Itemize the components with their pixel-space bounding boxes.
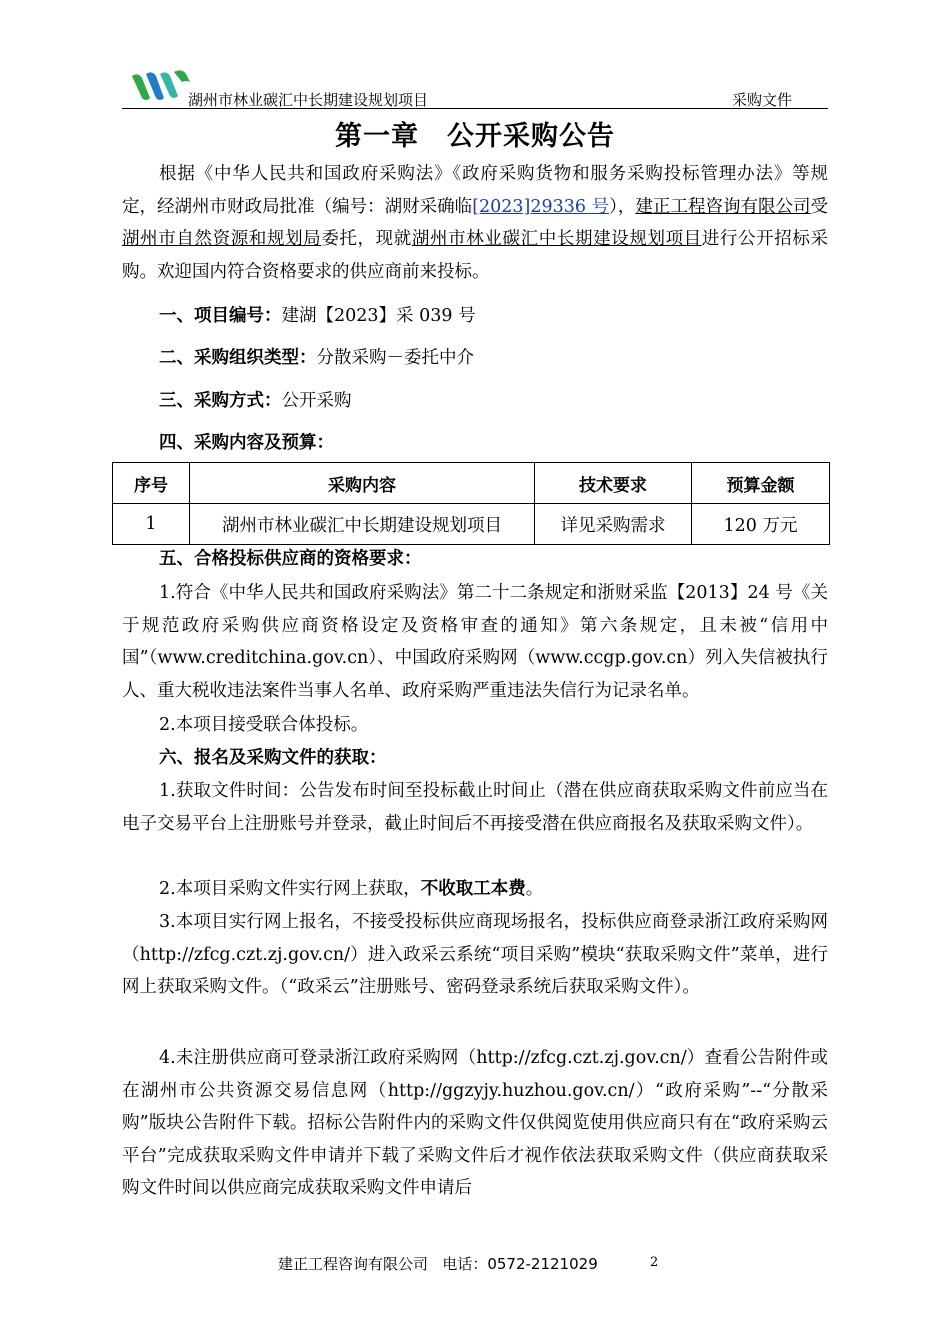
chapter-heading: 公开采购公告 [447, 121, 615, 152]
section-registration [159, 742, 387, 774]
table-cell: 120 万元 [692, 504, 830, 545]
section-label: 二、采购组织类型： [159, 348, 317, 368]
intro-text: 委托，现就 [321, 229, 412, 249]
page-header [122, 68, 828, 109]
footer-phone-label: 电话： [442, 1255, 488, 1273]
footer-phone: 0572-2121029 [487, 1255, 598, 1273]
section-method [159, 385, 352, 417]
registration-paragraph-1: 1.获取文件时间：公告发布时间至投标截止时间止（潜在供应商获取采购文件前应当在电子交易平台上注册账号并登录，截止时间后不再接受潜在供应商报名及获取采购文件）。 [122, 781, 828, 834]
table-header: 序号 [113, 463, 190, 504]
table-header: 采购内容 [190, 463, 535, 504]
table-header: 预算金额 [692, 463, 830, 504]
footer-contact [278, 1253, 598, 1274]
agent-name: 建正工程咨询有限公司 [635, 196, 811, 217]
table-cell: 湖州市林业碳汇中长期建设规划项目 [190, 504, 535, 545]
section-label: 一、项目编号： [159, 306, 282, 326]
section-label: 四、采购内容及预算： [159, 433, 334, 453]
header-doc-type: 采购文件 [731, 91, 792, 109]
registration-paragraph-3: 3.本项目实行网上报名，不接受投标供应商现场报名，投标供应商登录浙江政府采购网（http://zfcg.czt.zj.gov.cn/）进入政采云系统“项目采购”模块“获取采购文件”菜单，进行网上获取采购文件。（“政采云”注册账号、密码登录系统后获取采购文件）。 [122, 912, 828, 997]
intro-paragraph [122, 158, 828, 288]
qualification-paragraph-1: 1.符合《中华人民共和国政府采购法》第二十二条规定和浙财采监【2013】24 号《关于规范政府采购供应商资格设定及资格审查的通知》第六条规定，且未被“信用中国”（www.creditchina.gov.cn）、中国政府采购网（www.ccgp.gov.cn）列入失信被执行人、重大税收违法案件当事人名单、政府采购严重违法失信行为记录名单。 [122, 583, 828, 701]
intro-text: 进行公开招标采购。欢迎国内符合资格要求的供应商前来投标。 [122, 229, 829, 282]
chapter-number: 第一章 [335, 121, 419, 152]
registration-paragraph-4: 4.未注册供应商可登录浙江政府采购网（http://zfcg.czt.zj.gov.cn/）查看公告附件或在湖州市公共资源交易信息网（http://ggzyjy.huzhou.gov.cn/）“政府采购”--“分散采购”版块公告附件下载。招标公告附件内的采购文件仅供阅览使用供应商只有在“政府采购云平台”完成获取采购文件申请并下载了采购文件后才视作依法获取采购文件（供应商获取采购文件时间以供应商完成获取采购文件申请后 [122, 1048, 828, 1198]
paragraph-emphasis: 不收取工本费 [420, 879, 526, 899]
purchaser-name: 湖州市自然资源和规划局 [122, 229, 322, 249]
chapter-title [0, 114, 950, 153]
section-label: 六、报名及采购文件的获取： [159, 748, 387, 768]
table-cell: 1 [113, 504, 190, 545]
page-number: 2 [650, 1255, 659, 1270]
section-label: 三、采购方式： [159, 391, 282, 411]
qualification-paragraph-2: 2.本项目接受联合体投标。 [159, 715, 369, 735]
intro-text: 受 [810, 196, 829, 217]
company-logo-icon [128, 68, 192, 104]
table-cell: 详见采购需求 [535, 504, 692, 545]
approval-number-link[interactable]: [2023]29336 号 [472, 196, 610, 217]
paragraph-text: 2.本项目采购文件实行网上获取， [159, 879, 421, 899]
intro-text: 根据《中华人民共和国政府采购法》《政府采购货物和服务采购投标管理办法》等规定，经湖州市财政局批准（编号：湖财采确临 [122, 164, 828, 217]
table-header: 技术要求 [535, 463, 692, 504]
intro-text: ）， [609, 196, 636, 217]
section-label: 五、合格投标供应商的资格要求： [159, 549, 422, 569]
section-value: 公开采购 [281, 391, 352, 411]
table-row [113, 504, 830, 545]
section-org-type [159, 342, 474, 374]
project-name: 湖州市林业碳汇中长期建设规划项目 [411, 229, 702, 249]
section-project-number [159, 300, 476, 332]
footer-company: 建正工程咨询有限公司 [278, 1255, 429, 1273]
header-project-name: 湖州市林业碳汇中长期建设规划项目 [188, 91, 429, 109]
procurement-table [112, 462, 830, 545]
section-value: 建湖【2023】采 039 号 [281, 306, 476, 326]
table-header-row [113, 463, 830, 504]
section-qualification [159, 543, 422, 575]
registration-paragraph-2 [122, 873, 828, 906]
section-value: 分散采购－委托中介 [316, 348, 474, 368]
section-content-budget [159, 427, 334, 459]
paragraph-text: 。 [525, 879, 544, 899]
